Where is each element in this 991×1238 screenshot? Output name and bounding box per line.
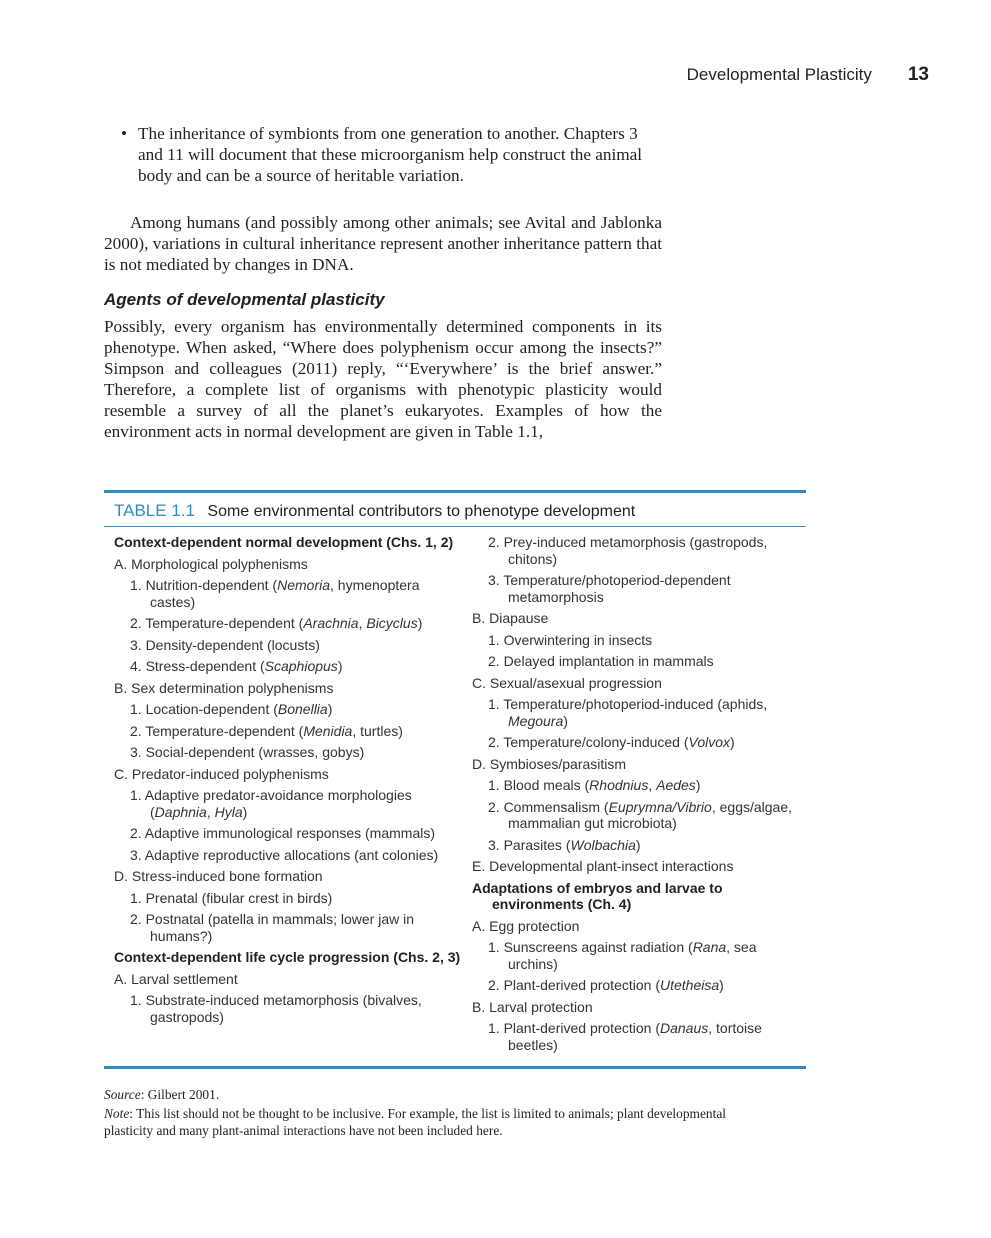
table-entry xyxy=(472,572,806,605)
bullet-item xyxy=(121,123,662,186)
entry-text: 3. Social-dependent (wrasses, gobys) xyxy=(130,744,365,760)
entry-text: , xyxy=(648,777,657,793)
entry-text: ) xyxy=(242,803,248,820)
table-category: D. Stress-induced bone formation xyxy=(114,868,323,884)
entry-text: 1. Overwintering in insects xyxy=(488,631,653,648)
entry-text: ) xyxy=(730,734,735,750)
entry-text: 1. Adaptive predator-avoidance morphologies ( xyxy=(130,787,412,820)
entry-text: 1. Temperature/photoperiod-induced (aphids, xyxy=(488,696,768,712)
page-number: 13 xyxy=(907,64,929,85)
table-entry xyxy=(114,847,468,864)
table-entry xyxy=(472,632,806,649)
taxon-name: Utetheisa xyxy=(659,977,720,993)
paragraph-2-text: Possibly, every organism has environmentally determined components in its phenotype. When asked, “Where does polyphenism occur among the insects?” Simpson and colleagues (2011) reply, “‘Everywhere’ is the brief answer.” Therefore, a complete list of organisms with phenotypic plasticity would resemble a survey of all the planet’s eukaryotes. Examples of how the environment acts in normal development are given in Table 1.1, xyxy=(104,317,662,441)
entry-text: ) xyxy=(719,977,724,993)
bullet-text: The inheritance of symbionts from one generation to another. Chapters 3 and 11 will document that these microorganism help construct the animal body and can be a source of heritable variation. xyxy=(138,124,643,185)
entry-text: 1. Blood meals ( xyxy=(488,777,590,793)
table-category: A. Egg protection xyxy=(472,917,580,934)
note-label: Note xyxy=(104,1106,130,1121)
entry-text: ) xyxy=(327,701,333,717)
table-entry xyxy=(472,1020,806,1053)
table-body xyxy=(104,527,806,1062)
bullet-icon: • xyxy=(121,124,128,143)
table-entry xyxy=(472,977,806,994)
source-line xyxy=(104,1086,744,1103)
entry-text: 1. Plant-derived protection ( xyxy=(488,1020,660,1036)
entry-text: , hymenoptera castes) xyxy=(150,577,420,610)
source-label: Source xyxy=(104,1087,141,1102)
table-category: D. Symbioses/parasitism xyxy=(472,755,627,772)
table-category: E. Developmental plant-insect interactions xyxy=(472,858,734,874)
table-entry xyxy=(114,615,468,632)
table-category: A. Morphological polyphenisms xyxy=(114,555,308,572)
entry-text: 2. Delayed implantation in mammals xyxy=(488,653,714,669)
table-entry xyxy=(114,825,468,842)
table-left-column xyxy=(104,534,468,1058)
entry-text: 1. Substrate-induced metamorphosis (bivalves, gastropods) xyxy=(130,992,422,1025)
table-entry xyxy=(114,577,468,610)
entry-text: , sea urchins) xyxy=(508,939,757,972)
taxon-name: Wolbachia xyxy=(570,836,636,853)
table-caption: Some environmental contributors to phenotype development xyxy=(207,503,636,520)
table-section-heading: Context-dependent normal development (Chs. 1, 2) xyxy=(114,534,454,550)
table-entry xyxy=(114,723,468,740)
taxon-name: Rhodnius xyxy=(589,777,649,793)
table-right-column xyxy=(468,534,806,1058)
paragraph-2 xyxy=(104,316,662,442)
table-entry xyxy=(472,734,806,751)
table-1-1 xyxy=(104,490,806,1069)
table-entry xyxy=(114,701,468,718)
entry-text: 3. Density-dependent (locusts) xyxy=(130,636,320,653)
entry-text: 2. Plant-derived protection ( xyxy=(488,977,660,993)
taxon-name: Bicyclus xyxy=(366,615,418,631)
table-entry xyxy=(114,744,468,761)
table-entry xyxy=(114,992,468,1025)
entry-text: 2. Postnatal (patella in mammals; lower jaw in humans?) xyxy=(130,911,415,944)
taxon-name: Hyla xyxy=(214,803,243,820)
entry-text: 1. Prenatal (fibular crest in birds) xyxy=(130,889,333,906)
table-category: C. Predator-induced polyphenisms xyxy=(114,765,329,782)
note-line xyxy=(104,1105,744,1139)
table-title xyxy=(104,493,806,527)
table-entry xyxy=(472,696,806,729)
table-entry xyxy=(114,890,468,907)
entry-text: 4. Stress-dependent ( xyxy=(130,658,265,674)
taxon-name: Volvox xyxy=(688,734,731,750)
paragraph-1 xyxy=(104,212,662,275)
entry-text: 2. Temperature-dependent ( xyxy=(130,615,304,631)
table-entry xyxy=(472,534,806,567)
entry-text: ) xyxy=(417,615,423,631)
entry-text: 3. Adaptive reproductive allocations (ant colonies) xyxy=(130,846,439,863)
entry-text: , eggs/algae, mammalian gut microbiota) xyxy=(508,798,793,831)
taxon-name: Aedes xyxy=(656,777,696,793)
taxon-name: Scaphiopus xyxy=(264,658,338,674)
running-header xyxy=(687,64,929,86)
entry-text: , turtles) xyxy=(352,722,403,739)
taxon-name: Danaus xyxy=(659,1020,709,1036)
entry-text: 1. Location-dependent ( xyxy=(130,701,278,717)
table-category: A. Larval settlement xyxy=(114,970,238,987)
entry-text: 2. Temperature-dependent ( xyxy=(130,722,304,739)
table-category: C. Sexual/asexual progression xyxy=(472,674,662,691)
table-notes xyxy=(104,1086,744,1141)
table-entry xyxy=(114,911,468,944)
table-category: B. Larval protection xyxy=(472,998,593,1015)
table-bottom-rule xyxy=(104,1066,806,1069)
table-number: TABLE 1.1 xyxy=(114,501,195,520)
entry-text: , xyxy=(206,803,215,820)
taxon-name: Menidia xyxy=(303,722,353,739)
table-section-heading: Adaptations of embryos and larvae to environments (Ch. 4) xyxy=(472,879,723,912)
entry-text: ) xyxy=(635,836,641,853)
entry-text: 2. Adaptive immunological responses (mammals) xyxy=(130,825,436,841)
entry-text: 3. Parasites ( xyxy=(488,836,571,853)
entry-text: 2. Commensalism ( xyxy=(488,798,609,815)
taxon-name: Bonellia xyxy=(277,701,328,717)
taxon-name: Daphnia xyxy=(154,803,207,820)
table-entry xyxy=(472,653,806,670)
entry-text: , tortoise beetles) xyxy=(508,1020,762,1053)
table-category: B. Sex determination polyphenisms xyxy=(114,679,334,696)
entry-text: ) xyxy=(695,777,701,793)
entry-text: 2. Temperature/colony-induced ( xyxy=(488,734,689,750)
entry-text: 2. Prey-induced metamorphosis (gastropods, chitons) xyxy=(488,534,768,567)
taxon-name: Rana xyxy=(692,939,727,955)
taxon-name: Megoura xyxy=(508,712,564,729)
table-entry xyxy=(472,939,806,972)
taxon-name: Nemoria xyxy=(277,577,330,593)
paragraph-1-text: Among humans (and possibly among other animals; see Avital and Jablonka 2000), variations in cultural inheritance represent another inheritance pattern that is not mediated by changes in DNA. xyxy=(104,213,662,274)
entry-text: 1. Nutrition-dependent ( xyxy=(130,577,278,593)
table-section-heading: Context-dependent life cycle progression (Chs. 2, 3) xyxy=(114,949,461,965)
entry-text: 1. Sunscreens against radiation ( xyxy=(488,939,693,955)
table-entry xyxy=(472,837,806,854)
section-subheading: Agents of developmental plasticity xyxy=(104,290,385,309)
table-category: B. Diapause xyxy=(472,610,549,626)
table-entry xyxy=(472,777,806,794)
entry-text: ) xyxy=(337,658,343,674)
running-title: Developmental Plasticity xyxy=(686,65,872,84)
table-entry xyxy=(114,658,468,675)
table-entry xyxy=(114,787,468,820)
table-entry xyxy=(472,799,806,832)
entry-text: , xyxy=(358,615,367,631)
taxon-name: Arachnia xyxy=(303,615,359,631)
entry-text: 3. Temperature/photoperiod-dependent metamorphosis xyxy=(488,572,731,605)
taxon-name: Euprymna/Vibrio xyxy=(608,798,712,815)
table-entry xyxy=(114,637,468,654)
note-text: : This list should not be thought to be inclusive. For example, the list is limited to animals; plant developmental plasticity and many plant-animal interactions have not been included here. xyxy=(104,1106,726,1138)
entry-text: ) xyxy=(563,712,568,729)
source-text: : Gilbert 2001. xyxy=(140,1087,220,1102)
